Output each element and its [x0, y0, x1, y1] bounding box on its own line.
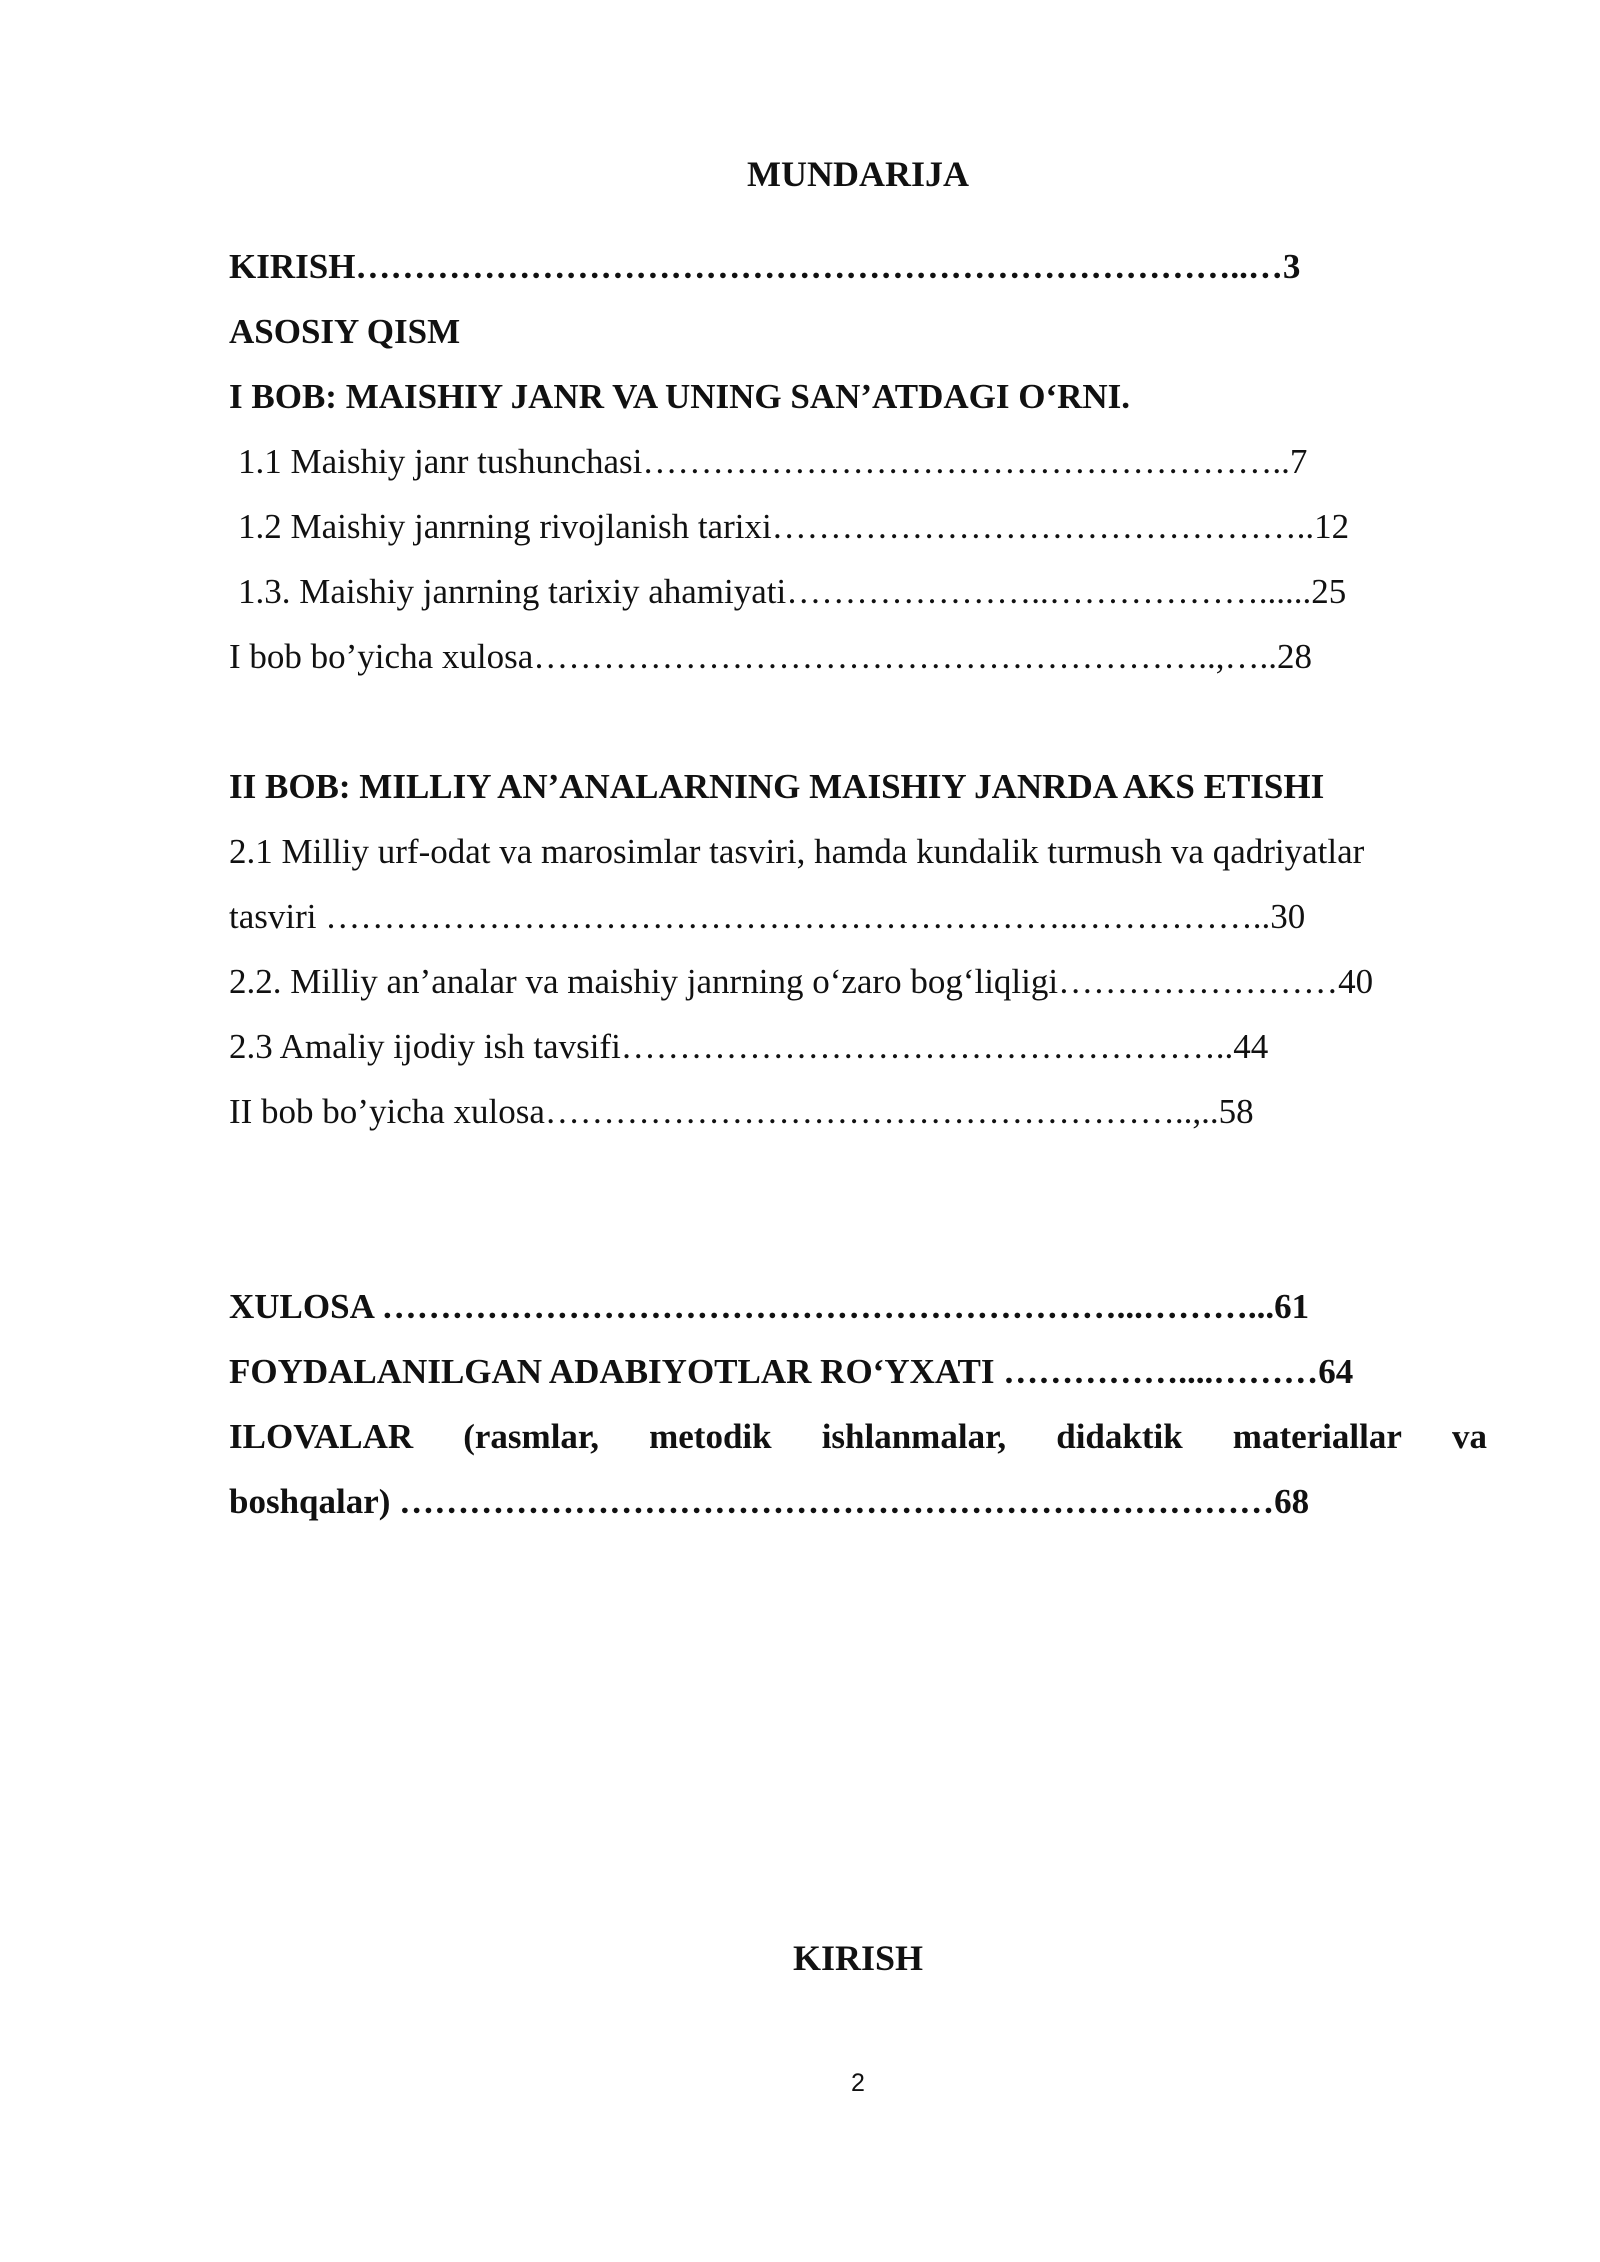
- page-number: 2: [851, 2069, 865, 2097]
- toc-item-chapter-1-summary: I bob bo’yicha xulosa…………………………………………………..,…..28: [229, 637, 1312, 676]
- toc-chapter-2-title: II BOB: MILLIY AN’ANALARNING MAISHIY JANRDA AKS ETISHI: [229, 767, 1325, 806]
- toc-word: metodik: [649, 1417, 772, 1456]
- toc-word: ishlanmalar,: [821, 1417, 1007, 1456]
- next-section-heading: KIRISH: [792, 1938, 924, 1978]
- toc-item-2-1-line2: tasviri ………………………………………………………..……………..30: [229, 897, 1306, 936]
- toc-word: va: [1451, 1417, 1487, 1456]
- toc-item-chapter-2-summary: II bob bo’yicha xulosa………………………………………………..,..58: [229, 1092, 1254, 1131]
- toc-item-1-2: 1.2 Maishiy janrning rivojlanish tarixi………………………………………..12: [238, 507, 1350, 546]
- toc-item-adabiyotlar: FOYDALANILGAN ADABIYOTLAR RO‘YXATI ……………....………64: [229, 1352, 1354, 1391]
- toc-title: MUNDARIJA: [747, 154, 969, 194]
- toc-word: (rasmlar,: [463, 1417, 599, 1456]
- toc-item-2-1-line1: 2.1 Milliy urf-odat va marosimlar tasviri, hamda kundalik turmush va qadriyatlar: [229, 832, 1365, 871]
- toc-item-2-2: 2.2. Milliy an’analar va maishiy janrning o‘zaro bog‘liqligi……………………40: [229, 962, 1374, 1001]
- toc-word: didaktik: [1056, 1417, 1183, 1456]
- toc-word: ILOVALAR: [229, 1417, 414, 1456]
- toc-section-asosiy-qism: ASOSIY QISM: [229, 312, 461, 351]
- toc-item-1-1: 1.1 Maishiy janr tushunchasi………………………………………………..7: [238, 442, 1308, 481]
- toc-item-xulosa: XULOSA ………………………………………………………...………...61: [229, 1287, 1310, 1326]
- toc-item-1-3: 1.3. Maishiy janrning tarixiy ahamiyati…………………..………………......25: [238, 572, 1347, 611]
- toc-item-ilovalar-line2: boshqalar) …………………………………………………………………68: [229, 1482, 1310, 1521]
- toc-word: materiallar: [1232, 1417, 1402, 1456]
- toc-chapter-1-title: I BOB: MAISHIY JANR VA UNING SAN’ATDAGI O‘RNI.: [229, 377, 1131, 416]
- toc-item-ilovalar-line1: [229, 1415, 1487, 1459]
- toc-item-2-3: 2.3 Amaliy ijodiy ish tavsifi……………………………………………..44: [229, 1027, 1269, 1066]
- toc-item-kirish: KIRISH…………………………………………………………………..…3: [229, 247, 1301, 286]
